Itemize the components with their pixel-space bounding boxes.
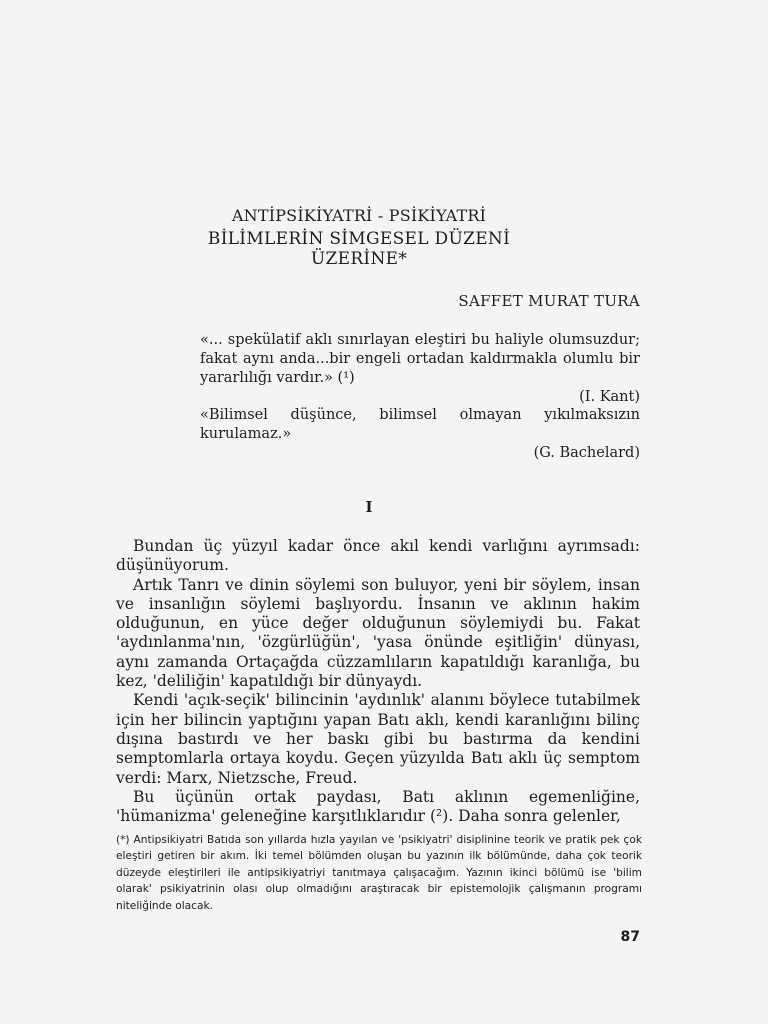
body-text [116, 537, 640, 826]
epigraph-text: «Bilimsel düşünce, bilimsel olmayan yıkılmaksızın kurulamaz.» [200, 407, 640, 442]
paragraph: Bundan üç yüzyıl kadar önce akıl kendi varlığını ayrımsadı: düşünüyorum. [116, 537, 640, 575]
article-title-line-2: BİLİMLERİN SİMGESEL DÜZENİ ÜZERİNE* [207, 229, 511, 269]
epigraph-bachelard [200, 406, 640, 463]
author-name: SAFFET MURAT TURA [458, 292, 640, 310]
epigraph-attribution: (I. Kant) [579, 389, 640, 405]
footnote: (*) Antipsikiyatri Batıda son yıllarda hızla yayılan ve 'psikiyatri' disiplinine teorik ve pratik pek çok eleştiri getiren bir akım. İki temel bölümden oluşan bu yazının ilk bölümünde, daha çok teorik düzeyde eleştirileri ile antipsikiyatriyi tanıtmaya çalışacağım. Yazının ikinci bölümü ise 'bilim olarak' psikiyatrinin olası olup olmadığını araştıracak bir epistemolojik çalışmanın programı niteliğinde olacak. [116, 834, 642, 912]
paragraph: Kendi 'açık-seçik' bilincinin 'aydınlık' alanını böylece tutabilmek için her bilincin yaptığını yapan Batı aklı, kendi karanlığını bilinç dışına bastırdı ve her baskı gibi bu bastırma da kendini semptomlarla ortaya koydu. Geçen yüzyılda Batı aklı üç semptom verdi: Marx, Nietzsche, Freud. [116, 691, 640, 787]
epigraph-attribution: (G. Bachelard) [533, 445, 640, 461]
epigraph-kant [200, 331, 640, 407]
epigraph-text: «... spekülatif aklı sınırlayan eleştiri bu haliyle olumsuzdur; fakat aynı anda...bir engeli ortadan kaldırmakla olumlu bir yararlılığı vardır.» (¹) [200, 332, 640, 386]
paragraph: Artık Tanrı ve dinin söylemi son buluyor, yeni bir söylem, insan ve insanlığın söylemi başlıyordu. İnsanın ve aklının hakim olduğunun, en yüce değer olduğunun söylemiydi bu. Fakat 'aydınlanma'nın, 'özgürlüğün', 'yasa önünde eşitliğin' dünyası, aynı zamanda Ortaçağda cüzzamlıların kapatıldığı karanlığa, bu kez, 'deliliğin' kapatıldığı bir dünyaydı. [116, 575, 640, 691]
page-number: 87 [620, 929, 640, 945]
article-title-line-1: ANTİPSİKİYATRİ - PSİKİYATRİ [231, 206, 487, 225]
section-number: I [365, 498, 373, 516]
paragraph: Bu üçünün ortak paydası, Batı aklının egemenliğine, 'hümanizma' geleneğine karşıtlıklarıdır (²). Daha sonra gelenler, [116, 787, 640, 826]
